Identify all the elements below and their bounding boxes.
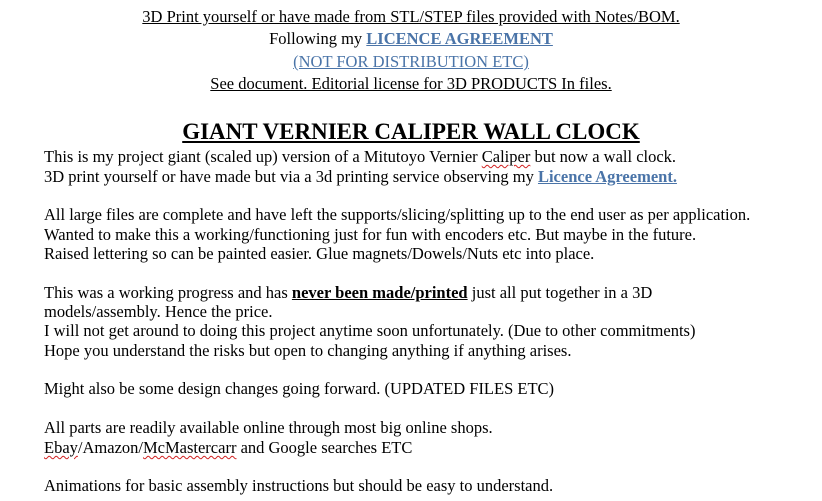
text-segment: /Amazon/ bbox=[77, 438, 143, 457]
paragraph-5-line-2 bbox=[44, 438, 412, 458]
spellcheck-word: Caliper bbox=[481, 147, 531, 166]
header-line-4: See document. Editorial license for 3D PRODUCTS In files. bbox=[210, 74, 612, 93]
text-segment: and Google searches ETC bbox=[236, 438, 413, 457]
document-title: GIANT VERNIER CALIPER WALL CLOCK bbox=[182, 119, 640, 144]
paragraph-6-line-1: Animations for basic assembly instructions but should be easy to understand. bbox=[44, 476, 554, 495]
text-segment: This was a working progress and has bbox=[44, 283, 292, 302]
paragraph-3-line-4: Hope you understand the risks but open to changing anything if anything arises. bbox=[44, 341, 572, 360]
paragraph-1-line-2 bbox=[44, 167, 677, 187]
text-segment: just all put together in a 3D bbox=[467, 283, 653, 302]
paragraph-5-line-1: All parts are readily available online through most big online shops. bbox=[44, 418, 493, 437]
paragraph-2-line-1: All large files are complete and have left the supports/slicing/splitting up to the end user as per application. bbox=[44, 205, 751, 224]
spellcheck-word: McMastercarr bbox=[142, 438, 237, 457]
licence-agreement-link[interactable]: LICENCE AGREEMENT bbox=[366, 29, 553, 48]
paragraph-2-line-2: Wanted to make this a working/functioning just for fun with encoders etc. But maybe in the future. bbox=[44, 225, 697, 244]
paragraph-4-line-1: Might also be some design changes going forward. (UPDATED FILES ETC) bbox=[44, 379, 555, 398]
paragraph-1-line-1 bbox=[44, 147, 676, 167]
paragraph-3-line-1 bbox=[44, 283, 652, 303]
header-line-2 bbox=[0, 28, 822, 50]
spellcheck-word: Ebay bbox=[44, 438, 78, 457]
paragraph-2-line-3: Raised lettering so can be painted easier. Glue magnets/Dowels/Nuts etc into place. bbox=[44, 244, 595, 263]
emphasis-text: never been made/printed bbox=[291, 283, 468, 302]
header-line-3[interactable]: (NOT FOR DISTRIBUTION ETC) bbox=[293, 52, 529, 71]
paragraph-3-line-3: I will not get around to doing this project anytime soon unfortunately. (Due to other commitments) bbox=[44, 321, 696, 340]
licence-agreement-inline-link[interactable]: Licence Agreement. bbox=[537, 167, 677, 186]
header-line-1: 3D Print yourself or have made from STL/STEP files provided with Notes/BOM. bbox=[142, 7, 680, 26]
text-segment: 3D print yourself or have made but via a 3d printing service observing my bbox=[44, 167, 538, 186]
text-segment: but now a wall clock. bbox=[530, 147, 677, 166]
header-line-2-prefix: Following my bbox=[269, 29, 367, 48]
text-segment: This is my project giant (scaled up) version of a Mitutoyo Vernier bbox=[44, 147, 482, 166]
paragraph-3-line-2: models/assembly. Hence the price. bbox=[44, 302, 273, 321]
